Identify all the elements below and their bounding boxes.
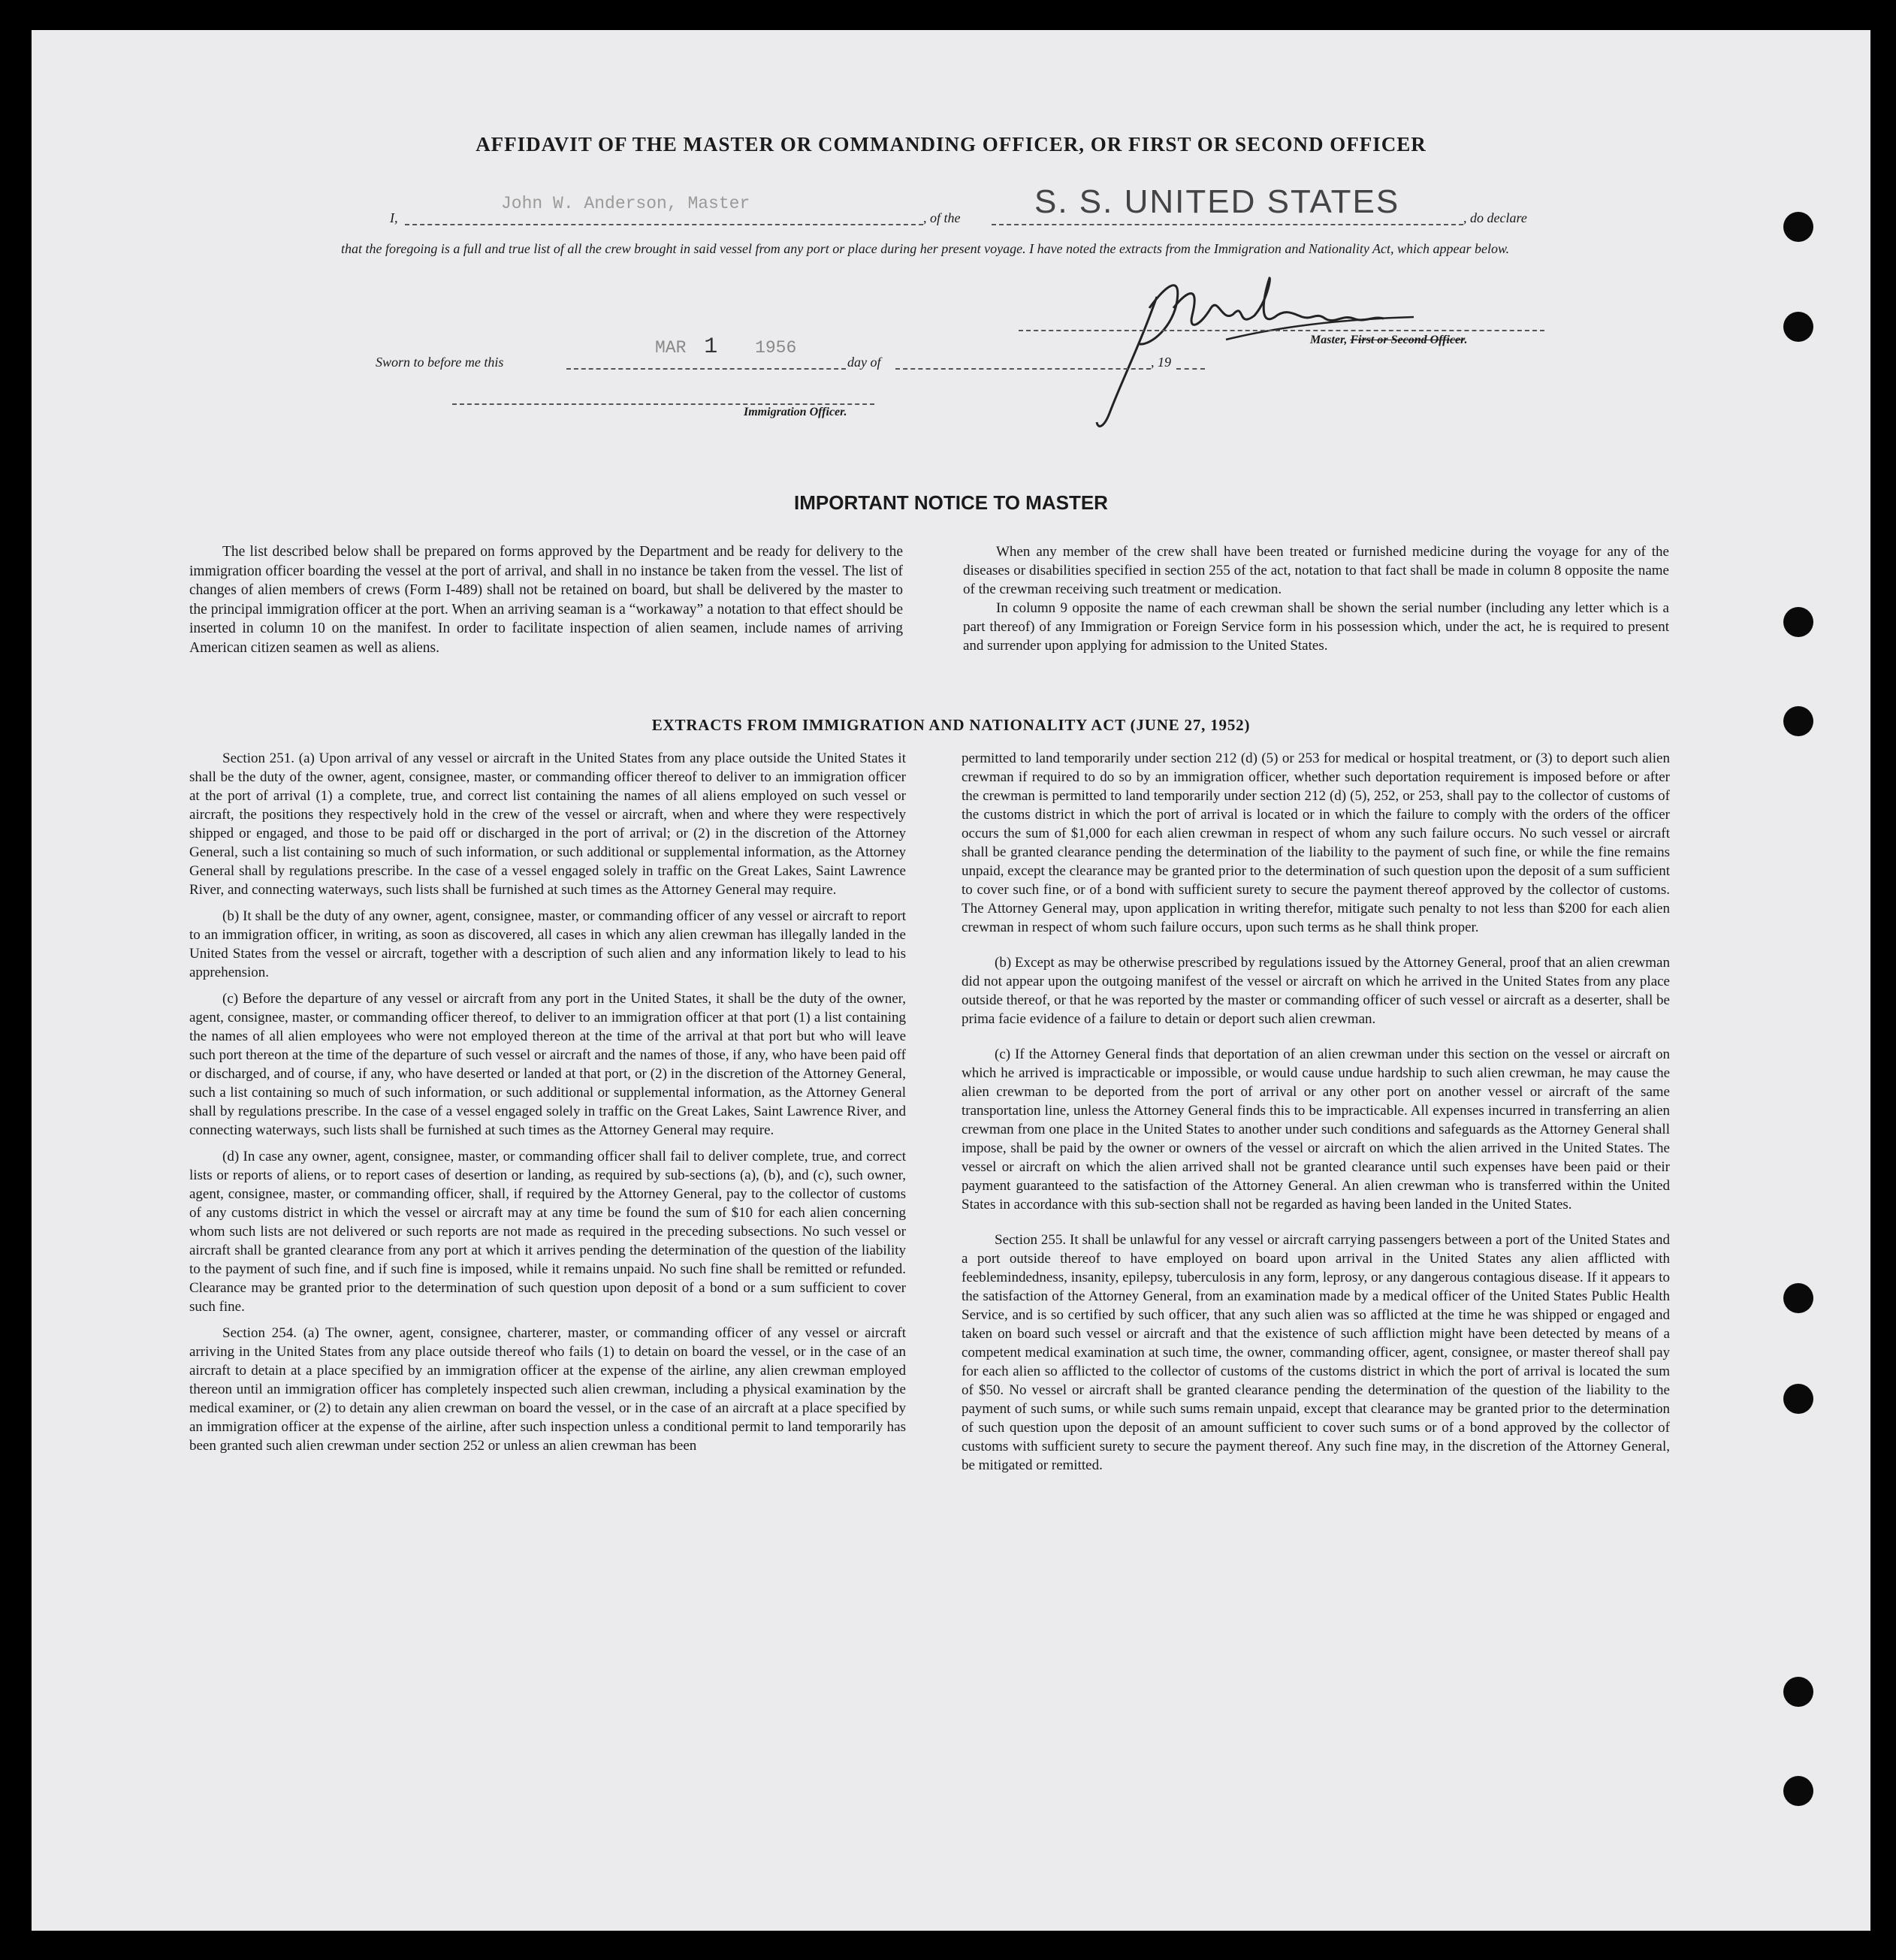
- notice-title: IMPORTANT NOTICE TO MASTER: [794, 491, 1108, 514]
- declare-label: , do declare: [1463, 210, 1527, 225]
- i-label: I,: [390, 210, 398, 225]
- notice-paragraph: When any member of the crew shall have been treated or furnished medicine during the voyage for any of the diseases or disabilities specified in section 255 of the act, notation to that fact shall be made in column 8 opposite the name of the crewman receiving such treatment or medication.: [963, 544, 1669, 597]
- name-line: [405, 224, 923, 225]
- notice-paragraph: The list described below shall be prepared on forms approved by the Department and be ready for delivery to the immigration officer boarding the vessel at the port of arrival, and shall in no instance be taken from the vessel. The list of changes of alien members of crews (Form I-489) shall not be retained on board, but shall be delivered by the master to the principal immigration officer at the port. When an arriving seaman is a “workaway” a notation to that effect should be inserted in column 10 on the manifest. In order to facilitate inspection of alien seamen, include names of arriving American citizen seamen as well as aliens.: [189, 544, 903, 656]
- declaration-text: that the foregoing is a full and true list of all the crew brought in said vessel from any port or place during her present voyage. I have noted the extracts from the Immigration and Nationality Act, which appear below.: [341, 241, 1510, 256]
- document-page: [32, 30, 1870, 1931]
- sworn-day-line: [566, 368, 846, 370]
- master-name-typed: John W. Anderson, Master: [501, 194, 750, 213]
- section-251-d: (d) In case any owner, agent, consignee, master, or commanding officer shall fail to deliver complete, true, and correct lists or reports of aliens, or to report cases of desertion or landing, as required by sub-sections (a), (b), and (c), such owner, agent, consignee, master, or commanding officer, shall, if required by the Attorney General, pay to the collector of customs of any customs district in which the vessel or aircraft may at any time be found the sum of $10 for each alien concerning whom such lists are not delivered or such reports are not made as required in the preceding subsections. No such vessel or aircraft shall be granted clearance from any port at which it arrives pending the determination of the question of the liability to the payment of such fine, and if such fine is imposed, while it remains unpaid. No such fine shall be remitted or refunded. Clearance may be granted prior to the determination of such question upon deposit of a bond or a sum sufficient to cover such fine.: [189, 1149, 906, 1315]
- master-label: Master, First or Second Officer.: [1310, 334, 1468, 346]
- punch-hole: [1783, 607, 1813, 637]
- immigration-officer-line: [452, 403, 874, 405]
- section-254-a: Section 254. (a) The owner, agent, consignee, charterer, master, or commanding officer of any vessel or aircraft arriving in the United States from any place outside thereof who fails (1) to detain on board the vessel, or in the case of an aircraft to detain at a place specified by an immigration officer at the expense of the airline, any alien crewman employed thereon until an immigration officer has completely inspected such alien crewman, including a physical examination by the medical examiner, or (2) to detain any alien crewman on board the vessel, or in the case of an aircraft at a place specified by an immigration officer at the expense of the airline, after such inspection unless a conditional permit to land temporarily has been granted such alien crewman under section 252 or unless an alien crewman has been: [189, 1325, 906, 1454]
- punch-hole: [1783, 1384, 1813, 1414]
- section-254-c: (c) If the Attorney General finds that deportation of an alien crewman under this section on the vessel or aircraft on which he arrived is impracticable or impossible, or would cause undue hardship to such alien crewman, he may cause the alien crewman to be deported from the port of arrival or any other port on another vessel or aircraft of the same transportation line, unless the Attorney General finds this to be impracticable. All expenses incurred in transferring an alien crewman from one place in the United States to another under such conditions and safeguards as the Attorney General shall impose, shall be paid by the owner or owners of the vessel or aircraft on which the alien arrived in the United States. The vessel or aircraft on which the alien arrived shall not be granted clearance until such expenses have been paid or their payment guaranteed to the satisfaction of the Attorney General. An alien crewman who is transferred within the United States in accordance with this sub-section shall not be regarded as having been landed in the United States.: [962, 1046, 1670, 1213]
- section-254-b: (b) Except as may be otherwise prescribed by regulations issued by the Attorney General, proof that an alien crewman did not appear upon the outgoing manifest of the vessel or aircraft on which he arrived in the United States from any place outside thereof, or that he was reported by the master or commanding officer of such vessel or aircraft as a deserter, shall be prima facie evidence of a failure to detain or deport such alien crewman.: [962, 955, 1670, 1027]
- extracts-title: EXTRACTS FROM IMMIGRATION AND NATIONALITY ACT (JUNE 27, 1952): [651, 716, 1251, 734]
- day-of-label: day of: [847, 355, 881, 370]
- punch-hole: [1783, 1677, 1813, 1707]
- punch-hole: [1783, 1776, 1813, 1806]
- extracts-left-column: [189, 749, 906, 1463]
- extracts-right-column: [962, 749, 1670, 1482]
- section-251-a: Section 251. (a) Upon arrival of any vessel or aircraft in the United States from any place outside the United States it shall be the duty of the owner, agent, consignee, master, or commanding officer thereof to deliver to an immigration officer at the port of arrival (1) a complete, true, and correct list containing the names of all aliens employed on such vessel or aircraft, the positions they respectively hold in the crew of the vessel or aircraft, when and where they were respectively shipped or engaged, and those to be paid off or discharged in the port of arrival; or (2) in the discretion of the Attorney General, such a list containing so much of such information, or such additional or supplemental information, as the Attorney General shall by regulations prescribe. In the case of a vessel engaged solely in traffic on the Great Lakes, Saint Lawrence River, and connecting waterways, such lists shall be furnished at such times as the Attorney General may require.: [189, 750, 906, 898]
- section-251-b: (b) It shall be the duty of any owner, agent, consignee, master, or commanding officer of any vessel or aircraft to report to an immigration officer, in writing, as soon as discovered, all cases in which any alien crewman has illegally landed in the United States from the vessel or aircraft, together with a description of such alien and any information likely to lead to his apprehension.: [189, 908, 906, 980]
- punch-hole: [1783, 212, 1813, 242]
- section-251-c: (c) Before the departure of any vessel or aircraft from any port in the United States, it shall be the duty of the owner, agent, consignee, master, or commanding officer thereof, to deliver to an immigration officer at that port (1) a list containing the names of all alien employees who were not employed thereon at the time of the arrival at that port but who will leave such port thereon at the time of the departure of such vessel or aircraft and the names of those, if any, who have been paid off or discharged, and of course, if any, who have deserted or landed at that port, or (2) in the discretion of the Attorney General, such a list containing so much of such information, or such additional or supplemental information, as the Attorney General shall by regulations prescribe. In the case of a vessel engaged solely in traffic on the Great Lakes, Saint Lawrence River, and connecting waterways, such lists shall be furnished at such times as the Attorney General may require.: [189, 991, 906, 1138]
- month-line: [895, 368, 1151, 370]
- notice-right-column: [963, 542, 1669, 655]
- punch-hole: [1783, 312, 1813, 342]
- year-label: , 19: [1151, 355, 1171, 370]
- year-line: [1176, 368, 1205, 370]
- signature-line: [1019, 330, 1544, 331]
- notice-left-column: [189, 542, 903, 665]
- sworn-label: Sworn to before me this: [376, 355, 504, 370]
- of-the-label: , of the: [923, 210, 961, 225]
- vessel-name-stamp: S. S. UNITED STATES: [1034, 183, 1400, 220]
- struck-officer-label: First or Second Officer: [1350, 334, 1465, 346]
- punch-hole: [1783, 1283, 1813, 1313]
- vessel-line: [992, 224, 1463, 225]
- date-stamp: MAR 1 1956: [655, 334, 797, 360]
- notice-paragraph: In column 9 opposite the name of each crewman shall be shown the serial number (including any letter which is a part thereof) of any Immigration or Foreign Service form in his possession which, under the act, he is required to present and surrender upon applying for admission to the United States.: [963, 600, 1669, 654]
- section-254-a-continued: permitted to land temporarily under section 212 (d) (5) or 253 for medical or hospital treatment, or (3) to deport such alien crewman if required to do so by an immigration officer, whether such deportation requirement is imposed before or after the crewman is permitted to land temporarily under section 212 (d) (5), 252, or 253, shall pay to the collector of customs of the customs district in which the port of arrival is located or in which the failure to comply with the orders of the officer occurs the sum of $1,000 for each alien crewman in respect of whom any such failure occurs. No such vessel or aircraft shall be granted clearance pending the determination of the liability to the payment of such fine, or while the fine remains unpaid, except the clearance may be granted prior to the determination of such question upon the deposit of a sum sufficient to cover such fine, or of a bond with sufficient surety to secure the payment thereof approved by the collector of customs. The Attorney General may, upon application in writing therefor, mitigate such penalty to not less than $200 for each alien crewman in respect of whom such failure occurs, upon such terms as he shall think proper.: [962, 750, 1670, 935]
- section-255: Section 255. It shall be unlawful for any vessel or aircraft carrying passengers between a port of the United States and a port outside thereof to have employed on board upon arrival in the United States any alien afflicted with feeblemindedness, insanity, epilepsy, tuberculosis in any form, leprosy, or any dangerous contagious disease. If it appears to the satisfaction of the Attorney General, from an examination made by a medical officer of the United States Public Health Service, and is so certified by such officer, that any such alien was so afflicted at the time he was shipped or engaged and taken on board such vessel or aircraft and that the existence of such affliction might have been detected by means of a competent medical examination at such time, the owner, commanding officer, agent, consignee, or master thereof shall pay for each alien so afflicted to the collector of customs of the customs district in which the port of arrival is located the sum of $50. No vessel or aircraft shall be granted clearance pending the determination of the question of the liability to the payment of such sums, or while such sums remain unpaid, except that clearance may be granted prior to the determination of such question upon the deposit of an amount sufficient to cover such sums or of a bond approved by the collector of customs with sufficient surety to secure the payment thereof. Any such fine may, in the discretion of the Attorney General, be mitigated or remitted.: [962, 1232, 1670, 1473]
- affidavit-title: AFFIDAVIT OF THE MASTER OR COMMANDING OFFICER, OR FIRST OR SECOND OFFICER: [476, 133, 1427, 156]
- immigration-officer-label: Immigration Officer.: [744, 406, 847, 418]
